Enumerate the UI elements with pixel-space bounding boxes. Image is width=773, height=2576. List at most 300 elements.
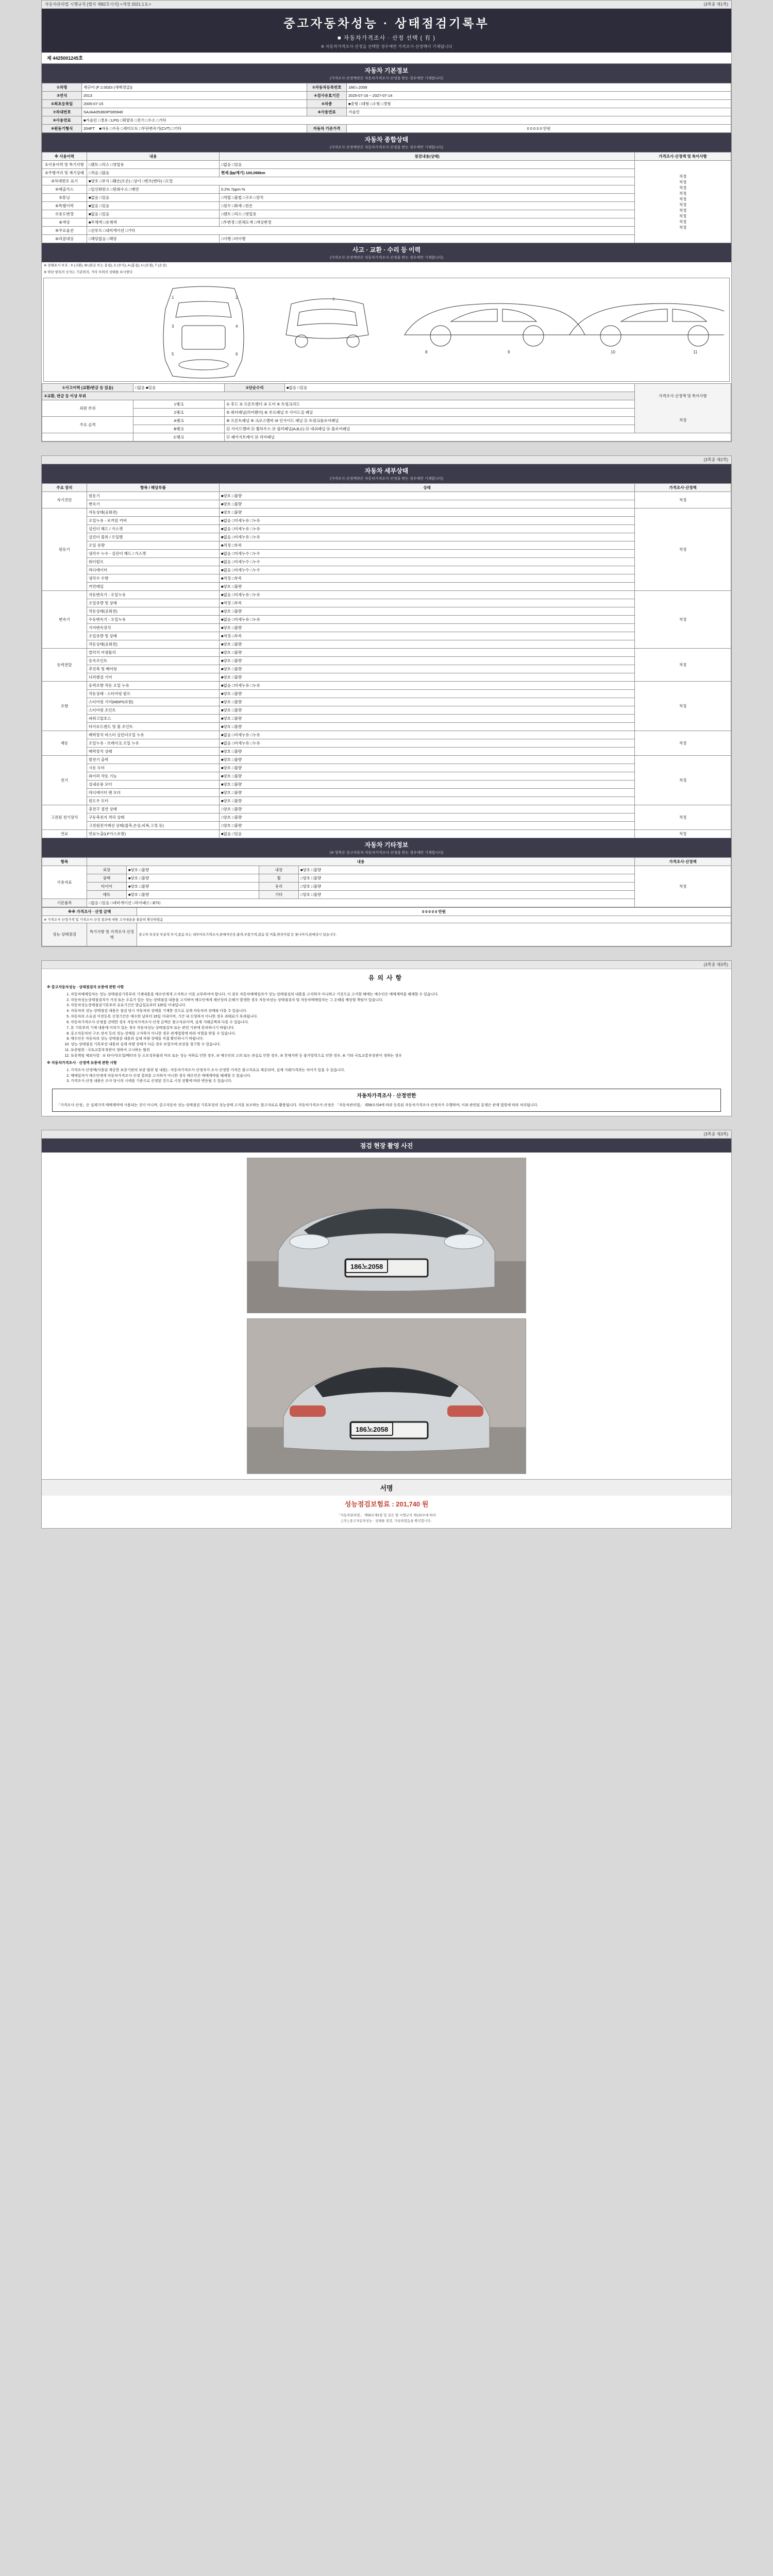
col-detail-price: 가격조사·산정액 xyxy=(635,483,731,492)
summary-left-label: 성능·상태점검 xyxy=(42,923,87,946)
detail-item-7-0: 충전구 절연 상태 xyxy=(87,805,220,813)
detail-item-4-3: 스티어링 조인트 xyxy=(87,706,220,714)
detail-item-3-2: 추진축 및 베어링 xyxy=(87,665,220,673)
overall-price-1: 적정 xyxy=(679,179,687,184)
overall-content-0: □렌트 □리스 □영업용 xyxy=(87,161,220,169)
engine-value: 204PT xyxy=(83,126,95,131)
svg-text:6: 6 xyxy=(236,351,238,357)
label-vin: ⑦차대번호 xyxy=(42,108,82,116)
detail-opt-2-5: ■적정 □부족 xyxy=(220,632,635,640)
doc-title-desc: ※ 자동차가격조사·산정을 선택한 경우에만 가격조사·산정액이 기재됩니다 xyxy=(321,44,452,49)
docno-label: 제 xyxy=(47,56,52,61)
overall-price-6: 적정 xyxy=(679,208,687,213)
section-accident-sub: (가격조사·산정액란은 자동차가격조사·산정을 받는 경우에만 기재합니다) xyxy=(42,255,731,262)
detail-opt-4-2: ■양호 □불량 xyxy=(220,698,635,706)
value-car-name: 재규어 (F 2.0GDi (새배경급)) xyxy=(82,83,307,92)
svg-text:3: 3 xyxy=(172,324,174,329)
etc-val2-0: ■양호 □불량 xyxy=(299,866,635,874)
overall-price-note xyxy=(635,161,731,243)
overall-content-4: ■없음 □있음 xyxy=(87,194,220,202)
document-title-block xyxy=(42,9,731,53)
detail-opt-0-0: ■양호 □불량 xyxy=(220,492,635,500)
table-row xyxy=(42,656,731,665)
etc-key-3: 매트 xyxy=(87,890,127,899)
table-row xyxy=(42,739,731,747)
detail-opt-4-5: ■양호 □불량 xyxy=(220,722,635,731)
table-row xyxy=(42,599,731,607)
vehicle-damage-diagram xyxy=(43,278,730,382)
table-row xyxy=(42,590,731,599)
summary-note: ※ 가격조사·산정가격 및 가격조사·산정 결과에 대한 고지내용을 충분히 확인하였음 xyxy=(42,916,731,923)
detail-group-2: 변속기 xyxy=(42,590,87,648)
detail-opt-4-3: ■양호 □불량 xyxy=(220,706,635,714)
table-row xyxy=(42,916,731,923)
svg-text:8: 8 xyxy=(425,349,428,354)
table-row xyxy=(42,516,731,524)
value-vin: SAJAA0536DPS65940 xyxy=(82,108,307,116)
table-row xyxy=(42,890,731,899)
photo-rear xyxy=(247,1318,526,1474)
detail-group-3: 동력전달 xyxy=(42,648,87,681)
table-row xyxy=(42,923,731,946)
detail-opt-3-0: ■양호 □불량 xyxy=(220,648,635,656)
part-items-1: ⑤ 쿼터패널(리어펜더) ⑥ 루프패널 ⑦ 사이드실 패널 xyxy=(225,408,635,416)
detail-item-3-1: 등속조인트 xyxy=(87,656,220,665)
detail-opt-1-1: ■없음 □미세누유 □누유 xyxy=(220,516,635,524)
detail-group-4: 조향 xyxy=(42,681,87,731)
sheet3-topbar xyxy=(42,961,731,969)
section-accident-head: 사고 · 교환 · 수리 등 이력 xyxy=(42,243,731,255)
detail-opt-1-7: ■없음 □미세누수 □누수 xyxy=(220,566,635,574)
overall-state-0: □없음 □있음 xyxy=(220,161,635,169)
price-survey-title: 자동차가격조사 · 산정연한 xyxy=(357,1093,416,1099)
detail-opt-8-0: ■없음 □있음 xyxy=(220,829,635,838)
part-rank-2: A랭크 xyxy=(133,416,225,425)
value-first-reg: 2005-07-15 xyxy=(82,100,307,108)
detail-price-3: 적정 xyxy=(635,648,731,681)
detail-item-5-1: 오일누유 - 브레이크 오일 누유 xyxy=(87,739,220,747)
table-row xyxy=(42,632,731,640)
section-etc-head: 자동차 기타정보 xyxy=(42,838,731,850)
detail-item-3-3: 디퍼렌셜 기어 xyxy=(87,673,220,681)
detail-item-2-1: 오일유량 및 상태 xyxy=(87,599,220,607)
table-row xyxy=(42,866,731,874)
detail-item-1-7: 라디에이터 xyxy=(87,566,220,574)
table-row xyxy=(42,813,731,821)
overall-state-5: □침수 □화재 □전손 xyxy=(220,202,635,210)
part-items-4: ⑰ 패키지트레이 ⑱ 리어패널 xyxy=(225,433,731,441)
value-grade: ■중형 □대형 □소형 □경형 xyxy=(347,100,731,108)
detail-price-2: 적정 xyxy=(635,590,731,648)
detail-opt-2-6: ■양호 □불량 xyxy=(220,640,635,648)
table-row xyxy=(42,533,731,541)
table-row xyxy=(42,874,731,882)
table-row xyxy=(42,108,731,116)
table-row xyxy=(42,549,731,557)
notice-item: 10. 성능·상태점검 기록부상 내용과 실제 차량 상태가 다른 경우 보험사에 보상을 청구할 수 있습니다. xyxy=(71,1042,723,1048)
detail-item-0-0: 원동기 xyxy=(87,492,220,500)
detail-item-1-8: 냉각수 수량 xyxy=(87,574,220,582)
value-inspect: 2025-07-16 ~ 2027-07-14 xyxy=(347,92,731,100)
col-usehistory: ※ 사용이력 xyxy=(42,152,87,161)
value-fuel-checks: ■가솔린 □경유 □LPG □휘발유 □전기 □수소 □기타 xyxy=(82,116,731,125)
detail-opt-2-3: ■없음 □미세누유 □누유 xyxy=(220,615,635,623)
label-engine: ⑨원동기형식 xyxy=(42,125,82,133)
car-diagram-svg xyxy=(44,278,724,379)
table-row xyxy=(42,194,731,202)
detail-item-7-2: 고전원전기배선 상태(접촉,손상,피복,고정 등) xyxy=(87,821,220,829)
table-row xyxy=(42,116,731,125)
detail-opt-1-4: ■적정 □부족 xyxy=(220,541,635,549)
table-row xyxy=(42,210,731,218)
detail-item-6-2: 와이퍼 작동 기능 xyxy=(87,772,220,780)
detail-item-2-5: 오일유량 및 상태 xyxy=(87,632,220,640)
etc-key2-1: 휠 xyxy=(259,874,299,882)
detail-item-1-0: 작동상태(공회전) xyxy=(87,508,220,516)
overall-price-0: 적정 xyxy=(679,174,687,179)
etc-table xyxy=(42,857,731,907)
detail-item-7-1: 구동축전지 격리 상태 xyxy=(87,813,220,821)
overall-price-4: 적정 xyxy=(679,196,687,201)
sheet-1 xyxy=(41,0,732,442)
etc-col-item: 항목 xyxy=(42,857,87,866)
detail-opt-4-1: ■양호 □불량 xyxy=(220,689,635,698)
table-row xyxy=(42,623,731,632)
trans-value: ■자동 □수동 □세미오토 □무단변속기(CVT) □기타 xyxy=(99,126,181,131)
label-fuel: ⑧사용연료 xyxy=(307,108,347,116)
detail-price-6: 적정 xyxy=(635,755,731,805)
etc-col-content: 내용 xyxy=(87,857,635,866)
etc-val-2: ■양호 □불량 xyxy=(127,882,259,890)
table-row xyxy=(42,615,731,623)
sheet2-spacer xyxy=(45,457,46,463)
detail-item-2-4: 기어변속장치 xyxy=(87,623,220,632)
section-basic-head: 자동차 기본정보 xyxy=(42,64,731,76)
notice-title: 유의사항 xyxy=(368,974,405,981)
detail-opt-1-6: ■없음 □미세누수 □누수 xyxy=(220,557,635,566)
summary-table xyxy=(42,907,731,946)
detail-opt-7-1: □양호 □불량 xyxy=(220,813,635,821)
value-year: 2013 xyxy=(82,92,307,100)
detail-opt-2-0: ■없음 □미세누유 □누유 xyxy=(220,590,635,599)
summary-sign-text: 중고차 특성상 부분적 부식,잡음 또는 내부마모가격조사,판매자인증,충격,부품가격,잡음 및 미흡,변진이럼 등 돌나머지,판매상시 있습니다. xyxy=(137,923,731,946)
table-row xyxy=(42,566,731,574)
summary-head: ※※ 가격조사 · 산정 금액 xyxy=(42,907,137,916)
sheet-2 xyxy=(41,455,732,947)
detail-item-4-0: 동력조향 작동 오일 누유 xyxy=(87,681,220,689)
summary-sign-label: 특기사항 및 가격조사·산정액 xyxy=(87,923,137,946)
table-row xyxy=(42,747,731,755)
overall-content-6: ■없음 □있음 xyxy=(87,210,220,218)
table-row xyxy=(42,714,731,722)
table-row xyxy=(42,574,731,582)
docno-value: 4425001245호 xyxy=(53,56,83,61)
detail-item-5-2: 배력장치 상태 xyxy=(87,747,220,755)
detail-opt-2-2: ■양호 □불량 xyxy=(220,607,635,615)
detail-opt-6-3: ■양호 □불량 xyxy=(220,780,635,788)
table-row xyxy=(42,425,731,433)
section-basic-sub: (가격조사·산정액란은 자동차가격조사·산정을 받는 경우에만 기재합니다) xyxy=(42,76,731,83)
etc-val-1: ■양호 □불량 xyxy=(127,874,259,882)
etc-val-3: ■양호 □불량 xyxy=(127,890,259,899)
detail-opt-7-0: □양호 □불량 xyxy=(220,805,635,813)
part-rank-3: B랭크 xyxy=(133,425,225,433)
label-year: ③연식 xyxy=(42,92,82,100)
overall-price-3: 적정 xyxy=(679,191,687,196)
overall-price-7: 적정 xyxy=(679,213,687,218)
label-first-reg: ⑤최초등록일 xyxy=(42,100,82,108)
label-parts: ③교환, 판금 등 이상 부위 xyxy=(42,392,635,400)
sheet4-spacer xyxy=(45,1131,46,1137)
detail-opt-2-1: ■적정 □부족 xyxy=(220,599,635,607)
overall-key-5: ⑥특별이력 xyxy=(42,202,87,210)
notice-item: 9. 매수인은 자동차의 성능·상태점검 내용과 실제 차량 상태를 직접 확인하시기 바랍니다. xyxy=(71,1037,723,1042)
detail-price-8: 적정 xyxy=(635,829,731,838)
table-row xyxy=(42,681,731,689)
value-base-price: 0 0 0 0 0 만원 xyxy=(347,125,731,133)
table-row xyxy=(42,92,731,100)
part-rank-0: 1랭크 xyxy=(133,400,225,408)
overall-state-3: 0.2% 7ppm % xyxy=(220,185,635,194)
table-row xyxy=(42,392,731,400)
etc-key-0: 외장 xyxy=(87,866,127,874)
table-row xyxy=(42,731,731,739)
table-row xyxy=(42,689,731,698)
etc-price-value: 적정 xyxy=(635,866,731,907)
detail-opt-6-5: ■양호 □불량 xyxy=(220,796,635,805)
part-group-0: 외판 부위 xyxy=(42,400,133,416)
table-row xyxy=(42,185,731,194)
detail-opt-1-3: ■없음 □미세누유 □누유 xyxy=(220,533,635,541)
section-detail-head: 자동차 세부상태 xyxy=(42,464,731,476)
sheet3-spacer xyxy=(45,962,46,968)
table-row xyxy=(42,640,731,648)
notice-item: 2. 자동차성능상태점검자가 거짓 또는 오류가 있는 성능·상태점검 내용을 고지하여 매수인에게 재산상의 손해가 발생한 경우 자동차성능·상태점검자 및 자동차매매업자는 그 손해를 배상할 책임이 있습니다. xyxy=(71,998,723,1004)
table-row xyxy=(42,780,731,788)
detail-item-1-9: 커먼레일 xyxy=(87,582,220,590)
part-rank-4: C랭크 xyxy=(133,433,225,441)
detail-opt-6-1: ■양호 □불량 xyxy=(220,764,635,772)
accident-history-table xyxy=(42,383,731,442)
table-row xyxy=(42,492,731,500)
table-row xyxy=(42,500,731,508)
etc-val2-3: □양호 □불량 xyxy=(299,890,635,899)
accident-legend-1: ※ 상태표시 부호 : X (교환), W (판금 또는 용접), C (부식), A (흠집), U (요철), T (손상) xyxy=(44,264,167,267)
part-items-0: ① 후드 ② 프론트팬더 ③ 도어 ④ 트렁크리드 xyxy=(225,400,635,408)
overall-table xyxy=(42,152,731,243)
notice-item: 5. 자동차의 소유권 이전등록 신청기간은 매수한 날부터 15일 이내이며, 기간 내 신청하지 아니한 경우 과태료가 부과됩니다. xyxy=(71,1014,723,1020)
detail-opt-5-0: ■없음 □미세누유 □누유 xyxy=(220,731,635,739)
detail-opt-1-8: ■적정 □부족 xyxy=(220,574,635,582)
table-row xyxy=(42,100,731,108)
section-overall-head: 자동차 종합상태 xyxy=(42,133,731,145)
table-row xyxy=(42,541,731,549)
notice-item: 1. 가격조사·산정액(사용된 제공한 보증기관의 보증 범위 및 내용) : 자동차가격조사·산정자가 조사·산정한 가격은 참고자료로 제공되며, 실제 거래가격과는 차이가 있을 수 있습니다. xyxy=(71,1068,723,1074)
etc-key2-0: 내장 xyxy=(259,866,299,874)
overall-price-2: 적정 xyxy=(679,185,687,190)
page-indicator-4: (3쪽중 제3쪽) xyxy=(703,1132,728,1137)
table-row xyxy=(42,805,731,813)
table-row xyxy=(42,772,731,780)
etc-val2-2: □양호 □불량 xyxy=(299,882,635,890)
detail-item-6-0: 발전기 출력 xyxy=(87,755,220,764)
detail-opt-1-2: ■없음 □미세누유 □누유 xyxy=(220,524,635,533)
detail-item-6-1: 시동 모터 xyxy=(87,764,220,772)
detail-opt-1-9: ■양호 □불량 xyxy=(220,582,635,590)
col-check: 점검내용(상태) xyxy=(220,152,635,161)
accident-price-label: 가격조사·산정액 및 특이사항 xyxy=(659,394,707,399)
table-row xyxy=(42,821,731,829)
etc-side-label: 사용자료 xyxy=(42,866,87,899)
table-row xyxy=(42,383,731,392)
col-major-device: 주요 장치 xyxy=(42,483,87,492)
table-row xyxy=(42,557,731,566)
detail-group-5: 제동 xyxy=(42,731,87,755)
detail-price-1: 적정 xyxy=(635,508,731,590)
photo-rear-svg xyxy=(247,1319,526,1473)
value-reg-no: 186노2058 xyxy=(347,83,731,92)
document-number xyxy=(42,53,731,64)
svg-text:5: 5 xyxy=(172,351,174,357)
detail-opt-4-4: ■양호 □불량 xyxy=(220,714,635,722)
overall-key-2: ③차대번호 표기 xyxy=(42,177,87,185)
value-fuel: 가솔린 xyxy=(347,108,731,116)
etc-key2-3: 기타 xyxy=(259,890,299,899)
detail-opt-2-4: ■양호 □불량 xyxy=(220,623,635,632)
notice-item: 2. 매매업자가 매수인에게 자동차가격조사·산정 결과를 고지하지 아니한 경우 매수인은 매매계약을 해제할 수 있습니다. xyxy=(71,1074,723,1079)
table-row xyxy=(42,235,731,243)
etc-key2-2: 유리 xyxy=(259,882,299,890)
part-rank-1: 2랭크 xyxy=(133,408,225,416)
notice-item: 12. 보증책임 제외사항 : ① 타이어/오일/배터리 등 소모성부품의 마모 또는 성능 저하로 인한 경우, ② 매수인의 고의 또는 과실로 인한 경우, ③ 천재지변 등 불가항력으로 인한 경우, ④ 기타 국토교통부장관이 정하는 경우 xyxy=(71,1054,723,1059)
detail-item-1-4: 오일 유량 xyxy=(87,541,220,549)
detail-item-2-3: 수동변속기 - 오일누유 xyxy=(87,615,220,623)
etc-val2-1: □양호 □불량 xyxy=(299,874,635,882)
table-row xyxy=(42,706,731,714)
table-row xyxy=(42,408,731,416)
overall-price-8: 적정 xyxy=(679,219,687,224)
overall-key-8: ⑨주요옵션 xyxy=(42,227,87,235)
etc-key-1: 광택 xyxy=(87,874,127,882)
table-row xyxy=(42,416,731,425)
detail-item-1-3: 실린더 블록 / 오일팬 xyxy=(87,533,220,541)
detail-opt-5-1: ■없음 □미세누유 □누유 xyxy=(220,739,635,747)
detail-item-6-5: 윈도우 모터 xyxy=(87,796,220,805)
overall-state-1: 현재 (㎞/계기) 100,098km xyxy=(220,169,635,177)
table-row xyxy=(42,722,731,731)
license-plate-front: 186노2058 xyxy=(345,1259,388,1273)
footer-line-3: [ ㉮ ] 중고자동차성능 · 상태를 점검, 기록하였음을 확인합니다. xyxy=(341,1519,432,1523)
col-state: 상태 xyxy=(220,483,635,492)
detail-group-0: 자기진단 xyxy=(42,492,87,508)
part-group-4 xyxy=(42,433,133,441)
page-indicator: (3쪽중 제1쪽) xyxy=(703,2,728,7)
label-accident-history: ①사고이력 (교환/판금 등 있음) xyxy=(42,383,133,392)
photo-front-svg xyxy=(247,1158,526,1313)
notice-item: 7. 본 기록부의 기재 내용에 이의가 있는 경우 자동차성능·상태점검자 또는 관련 기관에 문의하시기 바랍니다. xyxy=(71,1026,723,1031)
label-base-price: 자동차 기준가격 xyxy=(307,125,347,133)
table-row xyxy=(42,665,731,673)
section-etc-sub: (※ 항목은 중고자동차 자동차가격조사·산정을 받는 경우에만 기재합니다) xyxy=(42,850,731,857)
etc-col-price: 가격조사·산정액 xyxy=(635,857,731,866)
accident-price-cell xyxy=(635,383,731,433)
detail-item-1-2: 실린더 헤드 / 가스켓 xyxy=(87,524,220,533)
accident-legend-2: ※ 하단 항목의 숫자는 기준위치, 기타 부위의 상태를 표시한다 xyxy=(44,270,133,275)
table-header-row xyxy=(42,152,731,161)
inspection-fee xyxy=(42,1496,731,1512)
detail-opt-1-0: ■양호 □불량 xyxy=(220,508,635,516)
col-price: 가격조사·산정액 및 특이사항 xyxy=(635,152,731,161)
basic-info-table xyxy=(42,83,731,133)
overall-state-6: □렌트 □리스 □영업용 xyxy=(220,210,635,218)
table-row xyxy=(42,582,731,590)
detail-item-4-1: 작동상태 - 스티어링 펌프 xyxy=(87,689,220,698)
detail-opt-1-5: ■없음 □미세누수 □누수 xyxy=(220,549,635,557)
table-row xyxy=(42,796,731,805)
detail-item-8-0: 연료누출(LP가스포함) xyxy=(87,829,220,838)
notice-section-2: ※ 자동차가격조사 · 산정액 보증에 관한 사항 xyxy=(47,1061,117,1065)
etc-basic-val: □없음 □있음 □네비게이션 □하이패스 □ETC xyxy=(87,899,635,907)
notice-item: 1. 자동차매매업자는 성능·상태점검기록부의 기재내용을 매수인에게 고지하고 이를 교부하여야 합니다. 이 경우 자동차매매업자가 성능·상태점검의 내용을 고지하지 아니하고 거짓으로 고지할 때에는 매수인은 매매계약을 해제할 수 있습니다. xyxy=(71,992,723,998)
fee-label: 성능점검보험료 : xyxy=(344,1500,394,1509)
overall-content-1: □적음 □많음 xyxy=(87,169,220,177)
overall-key-4: ⑤튜닝 xyxy=(42,194,87,202)
table-row xyxy=(42,125,731,133)
overall-state-7: □무변경 □전체도색 □색상변경 xyxy=(220,218,635,227)
accident-price-value: 적정 xyxy=(679,418,687,423)
table-row xyxy=(42,673,731,681)
svg-text:7: 7 xyxy=(332,297,335,302)
detail-item-2-0: 자동변속기 - 오일누유 xyxy=(87,590,220,599)
value-accident-history: □없음 ■있음 xyxy=(133,383,225,392)
notice-item: 3. 자동차성능상태점검기록부의 유효기간은 발급일로부터 120일 이내입니다. xyxy=(71,1003,723,1009)
notice-item: 6. 자동차가격조사·산정을 선택한 경우 자동차가격조사·산정 금액은 참고자료이며, 실제 거래금액과 다를 수 있습니다. xyxy=(71,1020,723,1026)
overall-price-5: 적정 xyxy=(679,202,687,207)
notice-item: 3. 가격조사·산정 내용은 조사 당시의 시세를 기준으로 산정된 것으로 시장 상황에 따라 변동될 수 있습니다. xyxy=(71,1079,723,1084)
detail-item-5-0: 배력장치 마스터 실린더오일 누유 xyxy=(87,731,220,739)
detail-group-7: 고전원 전기장치 xyxy=(42,805,87,829)
detail-opt-5-2: ■양호 □불량 xyxy=(220,747,635,755)
detail-item-4-2: 스티어링 기어(MDPS포함) xyxy=(87,698,220,706)
overall-state-4: □적법 □불법 □구조 □장치 xyxy=(220,194,635,202)
part-group-2: 주요 골격 xyxy=(42,416,133,433)
overall-content-9: □해당없음 □해당 xyxy=(87,235,220,243)
notice-item: 8. 중고자동차의 구조·장치 등의 성능·상태를 고지하지 아니한 경우 관계법령에 따라 처벌을 받을 수 있습니다. xyxy=(71,1031,723,1037)
part-items-3: ⑫ 사이드멤버 ⑬ 휠하우스 ⑭ 필러패널(A,B,C) ⑮ 대쉬패널 ⑯ 플로어패널 xyxy=(225,425,635,433)
detail-item-3-0: 클러치 어셈블리 xyxy=(87,648,220,656)
doc-sub-title: ■ 자동차가격조사 · 산정 선택 ( 有 ) xyxy=(338,35,435,41)
footer-line-1: 「자동차관리법」 제58조제1항 및 같은 법 시행규칙 제120조에 따라 xyxy=(337,1514,436,1518)
detail-item-6-3: 실내송풍 모터 xyxy=(87,780,220,788)
label-fuel-checks: ⑨사용연료 xyxy=(42,116,82,125)
overall-key-7: ⑧색상 xyxy=(42,218,87,227)
overall-key-9: ⑩리콜대상 xyxy=(42,235,87,243)
svg-text:2: 2 xyxy=(236,295,238,300)
detail-group-8: 연료 xyxy=(42,829,87,838)
table-row xyxy=(42,829,731,838)
table-row xyxy=(42,882,731,890)
price-survey-text: 「가격조사·산정」은 실제가격 매매계약에 사용되는 것이 아니며, 중고자동차 성능·상태점검 기록부상의 성능상태 고지를 보조하는 참고자료로 활용됩니다. 자동차가격조사·산정은 「자동차관리법」 제58조의4에 따라 등록된 자동차가격조사·산정자가 수행하며, 이와 관련된 분쟁은 관계 법령에 따라 처리됩니다. xyxy=(57,1104,539,1108)
sheet-4 xyxy=(41,1130,732,1529)
notice-item: 11. 보증범위 : 국토교통부장관이 정하여 고시하는 범위 xyxy=(71,1048,723,1054)
label-car-name: ①차명 xyxy=(42,83,82,92)
notice-item: 4. 자동차의 성능·상태점검 내용은 점검 당시 자동차의 상태를 기재한 것으로 실제 자동차의 상태와 다를 수 있습니다. xyxy=(71,1009,723,1014)
detail-state-table xyxy=(42,483,731,838)
table-row xyxy=(42,218,731,227)
notice-section-1: ※ 중고자동차성능 · 상태점검자 보증에 관한 사항 xyxy=(47,985,124,989)
detail-item-6-4: 라디에이터 팬 모터 xyxy=(87,788,220,796)
detail-opt-6-2: ■양호 □불량 xyxy=(220,772,635,780)
